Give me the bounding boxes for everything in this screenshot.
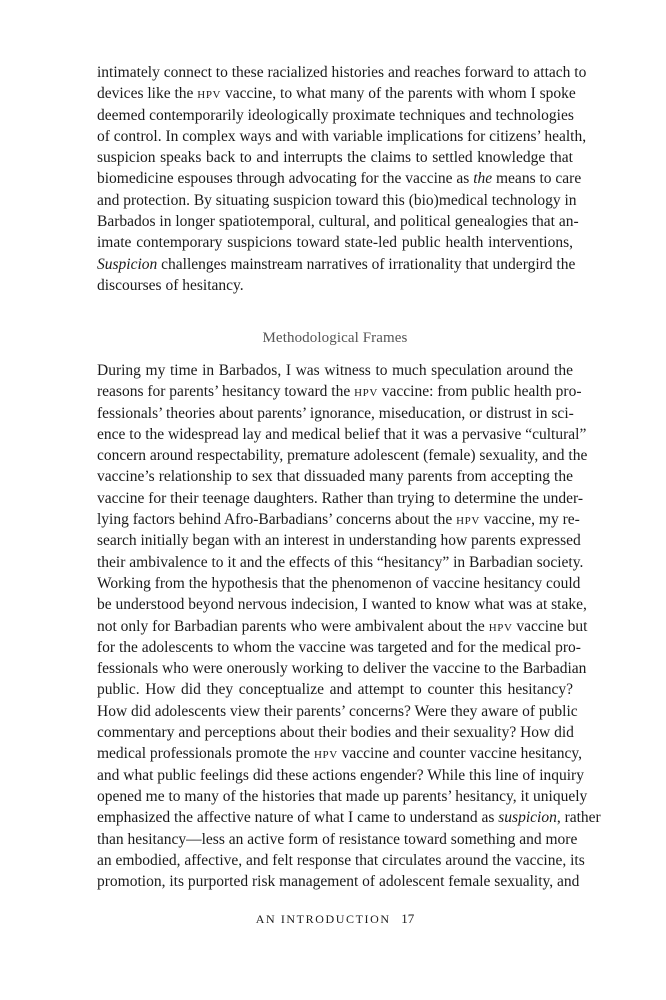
text-line: for the adolescents to whom the vaccine was targeted and for the medical pro- bbox=[97, 638, 581, 656]
text-line: medical professionals promote the hpv vaccine and counter vaccine hesitancy, bbox=[97, 745, 583, 763]
text-line: and protection. By situating suspicion toward this (bio)medical technology in bbox=[97, 191, 577, 209]
text-line: not only for Barbadian parents who were ambivalent about the hpv vaccine but bbox=[97, 617, 588, 635]
small-caps-term: hpv bbox=[313, 745, 338, 763]
text-line: public. How did they conceptualize and attempt to counter this hesitancy? bbox=[97, 681, 573, 699]
text-line: promotion, its purported risk management of adolescent female sexuality, and bbox=[97, 873, 580, 891]
text-line: deemed contemporarily ideologically proximate techniques and technologies bbox=[97, 106, 574, 124]
text-line: discourses of hesitancy. bbox=[97, 276, 244, 294]
text-line: their ambivalence to it and the effects of this “hesitancy” in Barbadian society. bbox=[97, 553, 584, 571]
text-line: vaccine for their teenage daughters. Rather than trying to determine the under- bbox=[97, 489, 584, 507]
italic-term: Suspicion bbox=[97, 255, 158, 273]
text-line: ence to the widespread lay and medical belief that it was a pervasive “cultural” bbox=[97, 425, 587, 443]
text-line: lying factors behind Afro-Barbadians’ concerns about the hpv vaccine, my re- bbox=[97, 511, 580, 529]
running-title: AN INTRODUCTION bbox=[255, 912, 391, 926]
text-line: biomedicine espouses through advocating for the vaccine as the means to care bbox=[97, 170, 582, 188]
text-line: an embodied, affective, and felt response that circulates around the vaccine, its bbox=[97, 851, 585, 869]
text-line: emphasized the affective nature of what I came to understand as suspicion, rather bbox=[97, 809, 601, 827]
text-line: imate contemporary suspicions toward state-led public health interventions, bbox=[97, 234, 573, 252]
text-line: fessionals who were onerously working to deliver the vaccine to the Barbadian bbox=[97, 660, 587, 678]
text-line: search initially began with an interest in understanding how parents expressed bbox=[97, 532, 581, 550]
text-line: devices like the hpv vaccine, to what many of the parents with whom I spoke bbox=[97, 85, 576, 103]
section-heading: Methodological Frames bbox=[262, 330, 408, 346]
small-caps-term: hpv bbox=[354, 383, 378, 401]
text-line: suspicion speaks back to and interrupts the claims to settled knowledge that bbox=[97, 149, 573, 167]
text-line: reasons for parents’ hesitancy toward the hpv vaccine: from public health pro- bbox=[97, 383, 582, 401]
text-line: of control. In complex ways and with variable implications for citizens’ health, bbox=[97, 127, 587, 145]
page-number: 17 bbox=[401, 911, 415, 926]
paragraph-suspicion-intro bbox=[97, 62, 587, 296]
italic-term: suspicion bbox=[498, 809, 557, 827]
text-line: Barbados in longer spatiotemporal, cultural, and political genealogies that an- bbox=[97, 213, 579, 231]
text-line: be understood beyond nervous indecision, I wanted to know what was at stake, bbox=[97, 596, 587, 614]
text-line: than hesitancy—less an active form of resistance toward something and more bbox=[97, 830, 578, 848]
text-line: and what public feelings did these actions engender? While this line of inquiry bbox=[97, 766, 584, 784]
text-line: vaccine’s relationship to sex that dissuaded many parents from accepting the bbox=[97, 468, 573, 486]
italic-term: the bbox=[473, 170, 493, 188]
text-line: commentary and perceptions about their bodies and their sexuality? How did bbox=[97, 724, 574, 742]
text-line: intimately connect to these racialized histories and reaches forward to attach to bbox=[97, 64, 587, 81]
text-line: Working from the hypothesis that the phenomenon of vaccine hesitancy could bbox=[97, 574, 581, 592]
text-line: How did adolescents view their parents’ concerns? Were they aware of public bbox=[97, 702, 578, 720]
small-caps-term: hpv bbox=[488, 617, 513, 635]
text-line: Suspicion challenges mainstream narratives of irrationality that undergird the bbox=[97, 255, 576, 273]
text-line: concern around respectability, premature adolescent (female) sexuality, and the bbox=[97, 447, 588, 465]
page-footer bbox=[97, 911, 573, 927]
text-line: During my time in Barbados, I was witness to much speculation around the bbox=[97, 362, 573, 379]
text-line: fessionals’ theories about parents’ ignorance, miseducation, or distrust in sci- bbox=[97, 404, 574, 422]
small-caps-term: hpv bbox=[197, 85, 222, 103]
text-line: opened me to many of the histories that made up parents’ hesitancy, it uniquely bbox=[97, 787, 588, 805]
paragraph-methodology bbox=[97, 360, 601, 892]
small-caps-term: hpv bbox=[456, 511, 480, 529]
